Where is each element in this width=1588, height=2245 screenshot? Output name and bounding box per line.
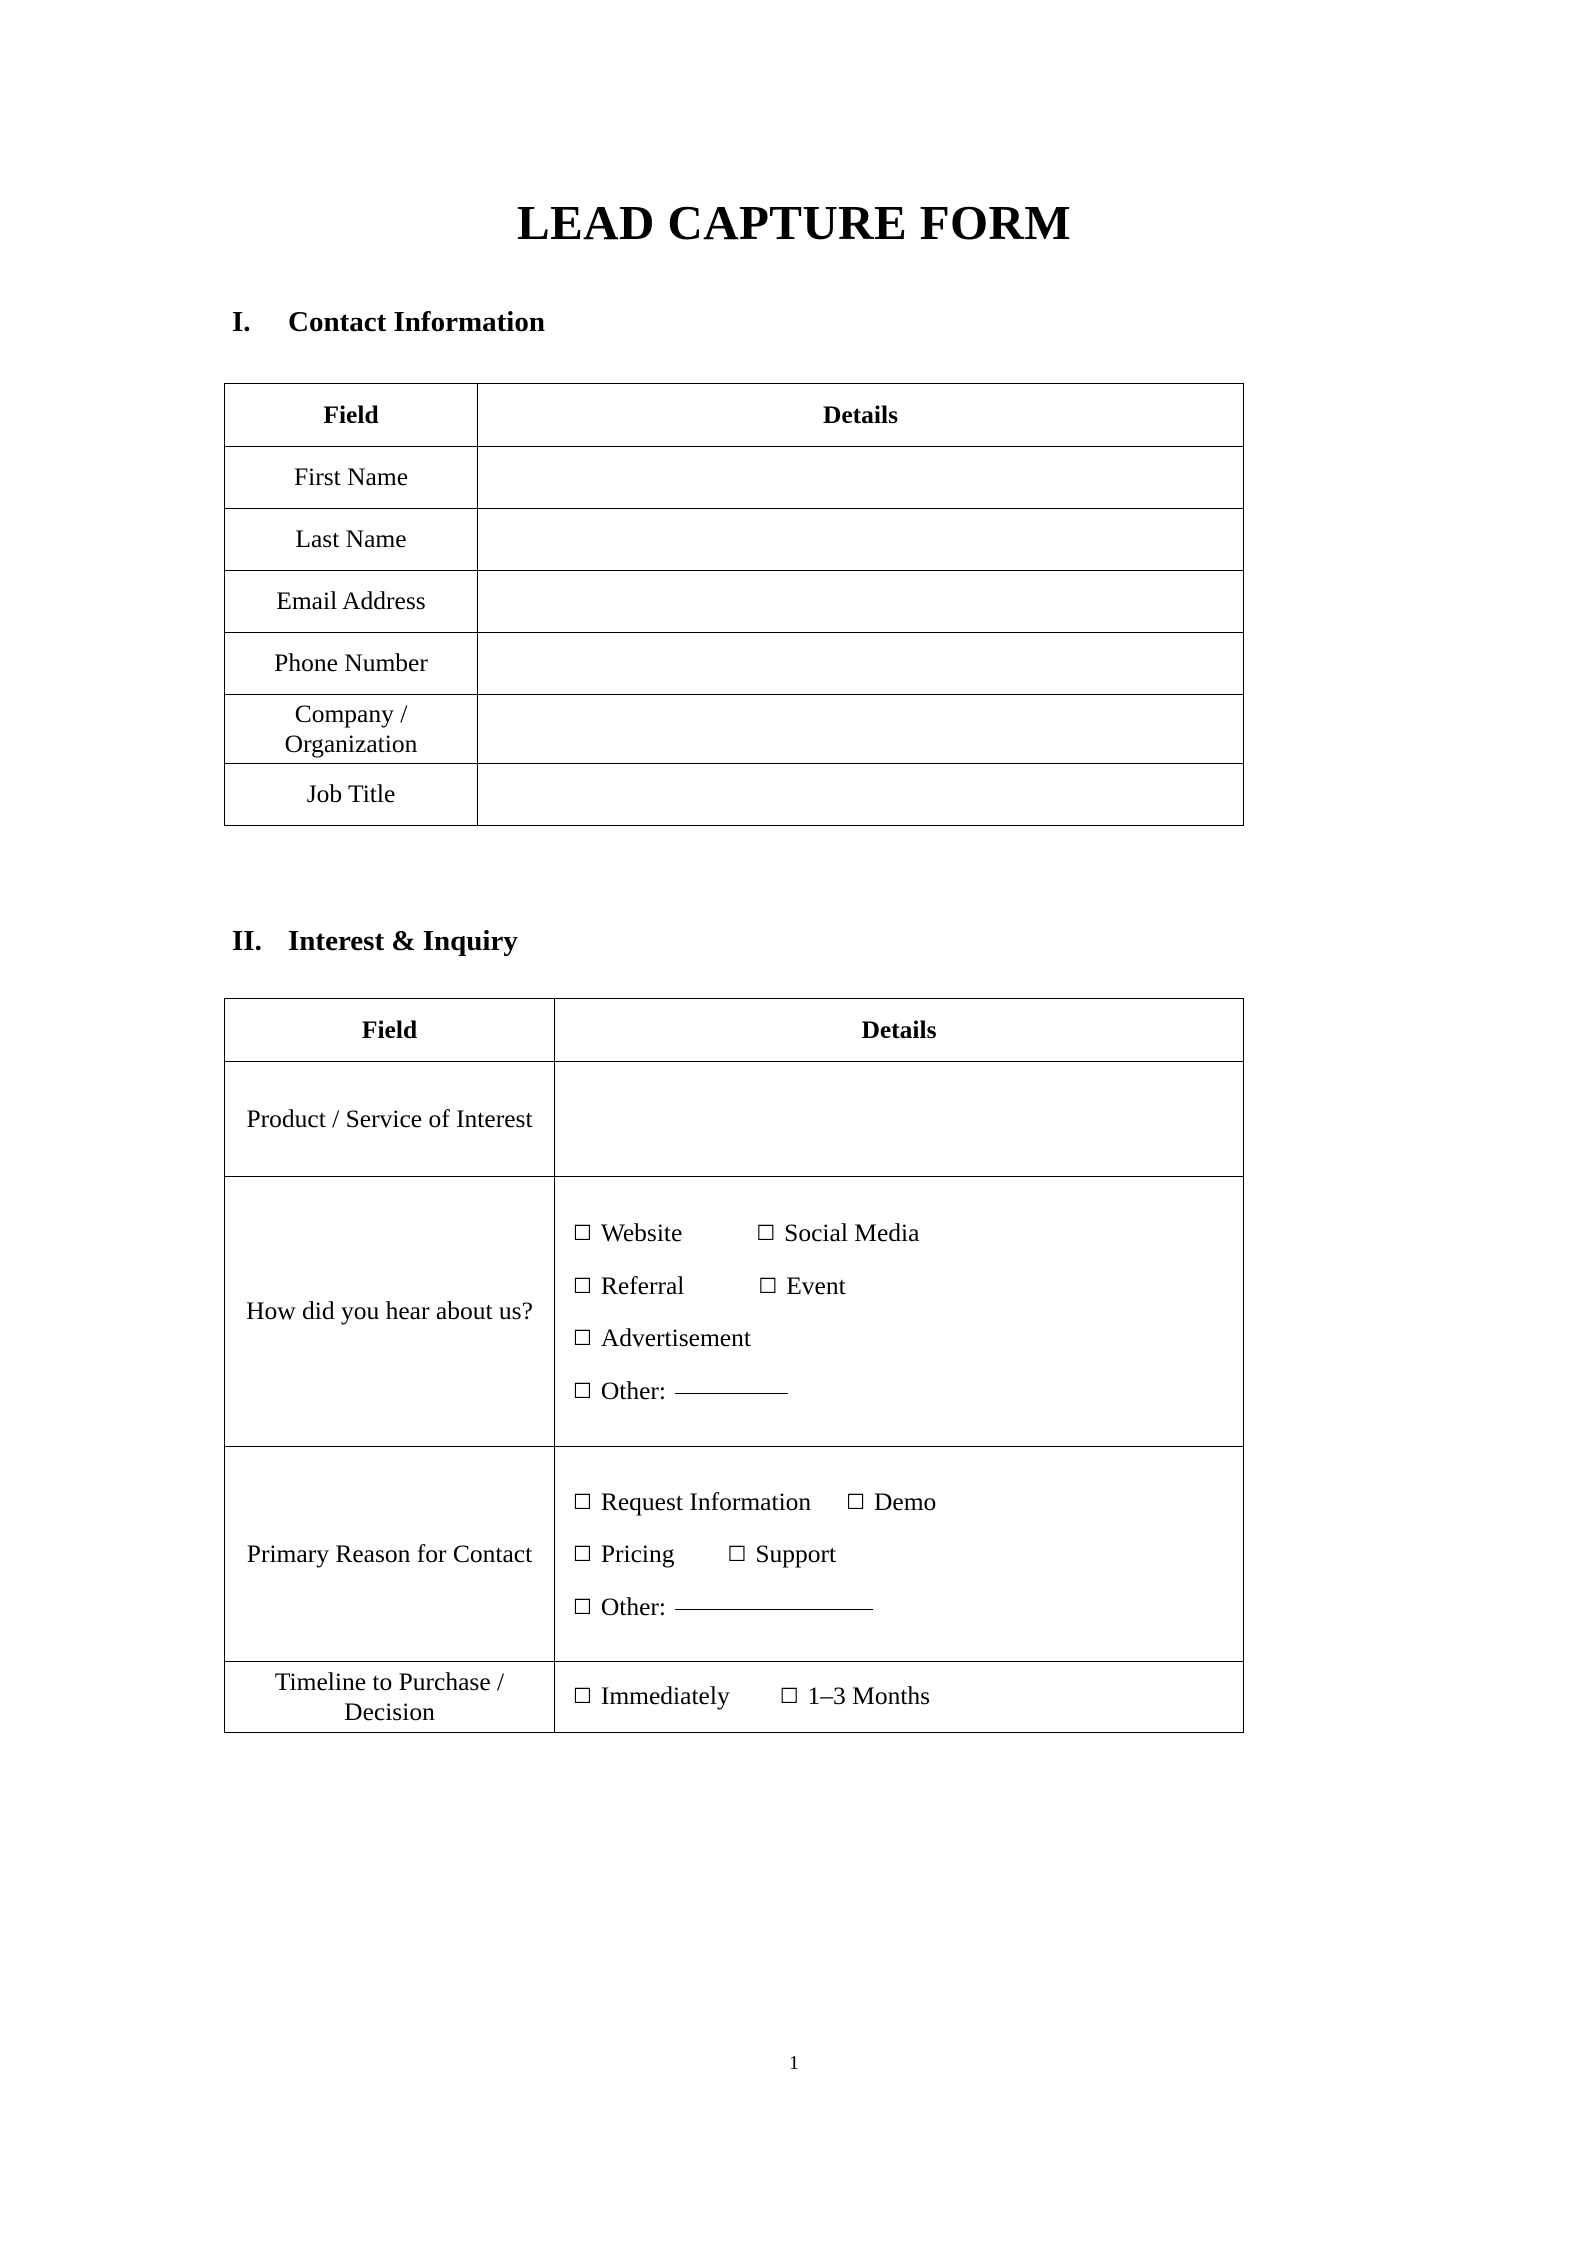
table-row	[225, 446, 1244, 508]
checkbox-label: Referral	[600, 1270, 685, 1300]
table-header-row	[225, 998, 1244, 1061]
row-value-last-name[interactable]	[478, 508, 1244, 570]
checkbox-option-request-information[interactable]	[573, 1486, 812, 1516]
checkbox-label: Support	[755, 1539, 837, 1569]
checkbox-unchecked-icon[interactable]: ☐	[573, 1326, 592, 1351]
row-value-primary-reason-for-contact	[555, 1446, 1244, 1661]
page-title: LEAD CAPTURE FORM	[517, 195, 1071, 250]
interest-inquiry-table	[224, 998, 1244, 1733]
row-value-timeline-to-purchase-decision	[555, 1661, 1244, 1732]
row-label-how-did-you-hear-about-us: How did you hear about us?	[225, 1176, 555, 1446]
checkbox-option-1-3-months[interactable]	[780, 1683, 930, 1710]
checkbox-label: Social Media	[784, 1217, 920, 1247]
checkbox-label: Advertisement	[600, 1323, 751, 1353]
checkbox-option-support[interactable]	[728, 1541, 837, 1568]
checkbox-row	[573, 1486, 1243, 1516]
table-row	[225, 1061, 1244, 1176]
checkbox-option-event[interactable]	[758, 1270, 846, 1300]
checkbox-row	[573, 1683, 1243, 1710]
table-row	[225, 1176, 1244, 1446]
row-label-job-title: Job Title	[225, 763, 478, 825]
row-label-primary-reason-for-contact: Primary Reason for Contact	[225, 1446, 555, 1661]
checkbox-label: Pricing	[600, 1539, 675, 1569]
checkbox-label: Immediately	[600, 1681, 730, 1711]
checkbox-label: Other:	[600, 1592, 666, 1622]
checkbox-option-pricing[interactable]	[573, 1541, 675, 1568]
row-label-company-organization: Company / Organization	[225, 694, 478, 763]
checkbox-option-website[interactable]	[573, 1217, 683, 1247]
table-row	[225, 694, 1244, 763]
row-label-last-name: Last Name	[225, 508, 478, 570]
row-label-first-name: First Name	[225, 446, 478, 508]
checkbox-option-referral[interactable]	[573, 1270, 685, 1300]
checkbox-unchecked-icon[interactable]: ☐	[573, 1542, 592, 1567]
row-value-product-service-of-interest[interactable]	[555, 1061, 1244, 1176]
contact-information-table	[224, 383, 1244, 826]
row-value-first-name[interactable]	[478, 446, 1244, 508]
checkbox-row	[573, 1325, 1243, 1352]
column-header-details: Details	[555, 998, 1244, 1061]
checkbox-label: Demo	[873, 1486, 937, 1516]
column-header-details: Details	[478, 383, 1244, 446]
checkbox-option-other-reason[interactable]	[573, 1594, 666, 1621]
column-header-field: Field	[225, 998, 555, 1061]
table-row	[225, 570, 1244, 632]
section-heading-interest-inquiry	[0, 826, 1588, 958]
table-row	[225, 1661, 1244, 1732]
section-title: Interest & Inquiry	[288, 924, 518, 957]
checkbox-option-social-media[interactable]	[756, 1217, 920, 1247]
checkbox-unchecked-icon[interactable]: ☐	[727, 1542, 747, 1567]
checkbox-unchecked-icon[interactable]: ☐	[573, 1220, 592, 1245]
checkbox-unchecked-icon[interactable]: ☐	[758, 1273, 778, 1298]
checkbox-unchecked-icon[interactable]: ☐	[573, 1684, 592, 1709]
other-text-blank-hear[interactable]	[675, 1393, 788, 1394]
checkbox-option-other-hear[interactable]	[573, 1378, 666, 1405]
section-numeral: I.	[232, 305, 251, 338]
checkbox-row	[573, 1378, 1243, 1405]
checkbox-unchecked-icon[interactable]: ☐	[779, 1684, 799, 1709]
other-text-blank-reason[interactable]	[675, 1609, 873, 1610]
checkbox-unchecked-icon[interactable]: ☐	[573, 1273, 592, 1298]
checkbox-option-advertisement[interactable]	[573, 1325, 751, 1352]
checkbox-label: 1–3 Months	[807, 1681, 931, 1711]
section-numeral: II.	[232, 924, 262, 957]
checkbox-group-primary-reason	[555, 1447, 1243, 1661]
checkbox-label: Website	[600, 1217, 683, 1247]
row-value-how-did-you-hear-about-us	[555, 1176, 1244, 1446]
page-number: 1	[789, 2052, 799, 2074]
checkbox-option-demo[interactable]	[846, 1486, 937, 1516]
table-row	[225, 508, 1244, 570]
checkbox-option-immediately[interactable]	[573, 1683, 730, 1710]
column-header-field: Field	[225, 383, 478, 446]
row-value-email-address[interactable]	[478, 570, 1244, 632]
row-label-phone-number: Phone Number	[225, 632, 478, 694]
table-row	[225, 632, 1244, 694]
table-header-row	[225, 383, 1244, 446]
checkbox-row	[573, 1594, 1243, 1621]
checkbox-unchecked-icon[interactable]: ☐	[846, 1489, 865, 1514]
checkbox-row	[573, 1270, 1243, 1300]
checkbox-group-timeline	[555, 1662, 1243, 1732]
checkbox-label: Event	[786, 1270, 846, 1300]
section-title: Contact Information	[288, 305, 545, 338]
row-value-phone-number[interactable]	[478, 632, 1244, 694]
checkbox-unchecked-icon[interactable]: ☐	[573, 1489, 592, 1514]
table-row	[225, 1446, 1244, 1661]
checkbox-label: Request Information	[600, 1486, 812, 1516]
row-label-product-service-of-interest: Product / Service of Interest	[225, 1061, 555, 1176]
table-row	[225, 763, 1244, 825]
row-value-job-title[interactable]	[478, 763, 1244, 825]
section-heading-contact-information	[0, 251, 1588, 339]
row-label-email-address: Email Address	[225, 570, 478, 632]
checkbox-label: Other:	[600, 1376, 666, 1406]
checkbox-unchecked-icon[interactable]: ☐	[573, 1595, 592, 1620]
checkbox-row	[573, 1217, 1243, 1247]
checkbox-row	[573, 1541, 1243, 1568]
row-value-company-organization[interactable]	[478, 694, 1244, 763]
checkbox-unchecked-icon[interactable]: ☐	[573, 1379, 592, 1404]
row-label-timeline-to-purchase-decision: Timeline to Purchase / Decision	[225, 1661, 555, 1732]
checkbox-group-how-did-you-hear	[555, 1177, 1243, 1446]
checkbox-unchecked-icon[interactable]: ☐	[756, 1220, 776, 1245]
